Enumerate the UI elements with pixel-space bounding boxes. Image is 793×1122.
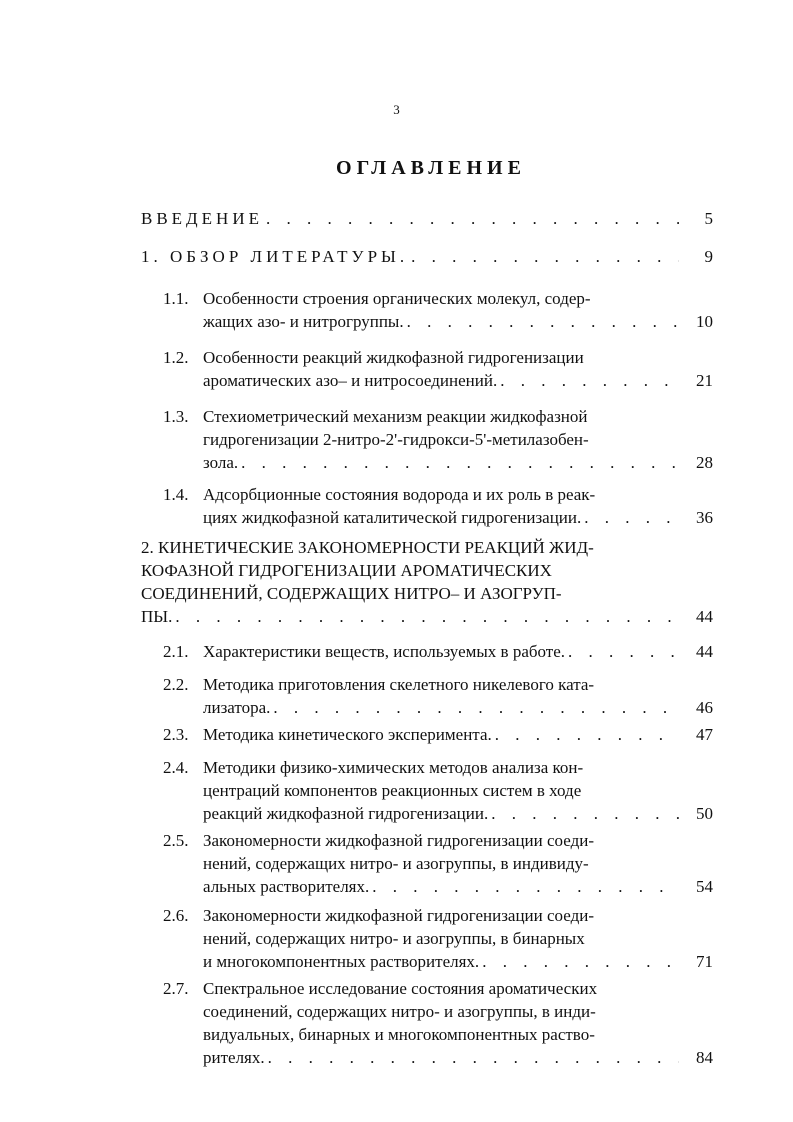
toc-entry-1-4[interactable] xyxy=(163,483,713,529)
dot-leader xyxy=(491,802,679,825)
toc-entry-line: Особенности реакций жидкофазной гидрогенизации xyxy=(203,348,584,367)
toc-entry-number: 2.7. xyxy=(163,979,189,998)
toc-entry-title: ПЫ. xyxy=(141,607,173,626)
toc-page-number: 71 xyxy=(696,952,713,971)
toc-entry-2-7[interactable] xyxy=(163,977,713,1069)
toc-entry-title: лизатора. xyxy=(203,698,271,717)
toc-entry-title: Методика кинетического эксперимента. xyxy=(203,725,492,744)
toc-page-number: 84 xyxy=(696,1048,713,1067)
toc-entry-introduction[interactable] xyxy=(141,207,713,230)
toc-entry-1-1[interactable] xyxy=(163,287,713,333)
toc-entry-title: и многокомпонентных растворителях. xyxy=(203,952,480,971)
toc-entry-line: видуальных, бинарных и многокомпонентных раство- xyxy=(203,1025,595,1044)
dot-leader xyxy=(273,696,679,719)
toc-entry-number: 2.1. xyxy=(163,642,189,661)
toc-entry-number: 2.2. xyxy=(163,675,189,694)
toc-entry-number: 2.6. xyxy=(163,906,189,925)
dot-leader xyxy=(372,875,679,898)
toc-entry-line: Методики физико-химических методов анализа кон- xyxy=(203,758,584,777)
toc-entry-2-4[interactable] xyxy=(163,756,713,825)
toc-entry-2-2[interactable] xyxy=(163,673,713,719)
toc-entry-line: Закономерности жидкофазной гидрогенизации соеди- xyxy=(203,831,594,850)
toc-entry-2-1[interactable] xyxy=(163,640,713,663)
toc-entry-2-5[interactable] xyxy=(163,829,713,898)
toc-entry-line: Закономерности жидкофазной гидрогенизации соеди- xyxy=(203,906,594,925)
toc-entry-title: ВВЕДЕНИЕ xyxy=(141,209,263,228)
toc-page-number: 47 xyxy=(696,725,713,744)
toc-entry-title: Характеристики веществ, используемых в работе. xyxy=(203,642,566,661)
toc-entry-line: КОФАЗНОЙ ГИДРОГЕНИЗАЦИИ АРОМАТИЧЕСКИХ xyxy=(141,561,552,580)
toc-entry-title: 1. ОБЗОР ЛИТЕРАТУРЫ. xyxy=(141,247,409,266)
toc-entry-line: Спектральное исследование состояния ароматических xyxy=(203,979,598,998)
toc-page-number: 44 xyxy=(696,642,713,661)
toc-page-number: 10 xyxy=(696,312,713,331)
dot-leader xyxy=(500,369,679,392)
toc-entry-line: нений, содержащих нитро- и азогруппы, в индивиду- xyxy=(203,854,589,873)
toc-page-number: 46 xyxy=(696,698,713,717)
toc-page-number: 5 xyxy=(704,209,713,228)
toc-entry-1-2[interactable] xyxy=(163,346,713,392)
toc-entry-line: нений, содержащих нитро- и азогруппы, в бинарных xyxy=(203,929,585,948)
toc-entry-title: жащих азо- и нитрогруппы. xyxy=(203,312,404,331)
toc-page-number: 54 xyxy=(696,877,713,896)
toc-entry-number: 2.3. xyxy=(163,725,189,744)
toc-page-number: 50 xyxy=(696,804,713,823)
page-number: 3 xyxy=(393,102,400,117)
toc-entry-title: зола. xyxy=(203,453,239,472)
toc-entry-number: 2.4. xyxy=(163,758,189,777)
dot-leader xyxy=(482,950,679,973)
toc-page-number: 21 xyxy=(696,371,713,390)
toc-entry-2-6[interactable] xyxy=(163,904,713,973)
dot-leader xyxy=(241,451,679,474)
toc-entry-chapter-1[interactable] xyxy=(141,245,713,268)
toc-entry-line: СОЕДИНЕНИЙ, СОДЕРЖАЩИХ НИТРО– И АЗОГРУП- xyxy=(141,584,562,603)
toc-entry-line: гидрогенизации 2-нитро-2'-гидрокси-5'-метилазобен- xyxy=(203,430,589,449)
toc-entry-number: 1.1. xyxy=(163,289,189,308)
dot-leader xyxy=(568,640,679,663)
dot-leader xyxy=(407,310,679,333)
toc-entry-1-3[interactable] xyxy=(163,405,713,474)
toc-entry-line: соединений, содержащих нитро- и азогруппы, в инди- xyxy=(203,1002,596,1021)
toc-entry-line: Адсорбционные состояния водорода и их роль в реак- xyxy=(203,485,596,504)
toc-entry-number: 1.3. xyxy=(163,407,189,426)
toc-entry-title: циях жидкофазной каталитической гидрогенизации. xyxy=(203,508,582,527)
dot-leader xyxy=(268,1046,679,1069)
toc-entry-title: ароматических азо– и нитросоединений. xyxy=(203,371,498,390)
toc-heading: ОГЛАВЛЕНИЕ xyxy=(336,157,526,179)
toc-page-number: 28 xyxy=(696,453,713,472)
dot-leader xyxy=(495,723,679,746)
toc-page-number: 9 xyxy=(704,247,713,266)
toc-entry-2-3[interactable] xyxy=(163,723,713,746)
toc-entry-number: 2.5. xyxy=(163,831,189,850)
dot-leader xyxy=(411,245,679,268)
toc-entry-number: 1.2. xyxy=(163,348,189,367)
toc-page-number: 44 xyxy=(696,607,713,626)
toc-entry-title: альных растворителях. xyxy=(203,877,370,896)
toc-entry-line: центраций компонентов реакционных систем в ходе xyxy=(203,781,582,800)
toc-page-number: 36 xyxy=(696,508,713,527)
toc-entry-title: рителях. xyxy=(203,1048,265,1067)
dot-leader xyxy=(175,605,679,628)
toc-entry-line: Особенности строения органических молекул, содер- xyxy=(203,289,591,308)
toc-entry-number: 1.4. xyxy=(163,485,189,504)
dot-leader xyxy=(266,207,679,230)
toc-entry-chapter-2[interactable] xyxy=(141,536,713,628)
toc-entry-line: Стехиометрический механизм реакции жидкофазной xyxy=(203,407,588,426)
toc-entry-line: Методика приготовления скелетного никелевого ката- xyxy=(203,675,595,694)
dot-leader xyxy=(584,506,679,529)
toc-entry-line: 2. КИНЕТИЧЕСКИЕ ЗАКОНОМЕРНОСТИ РЕАКЦИЙ ЖИД- xyxy=(141,538,594,557)
toc-entry-title: реакций жидкофазной гидрогенизации. xyxy=(203,804,489,823)
